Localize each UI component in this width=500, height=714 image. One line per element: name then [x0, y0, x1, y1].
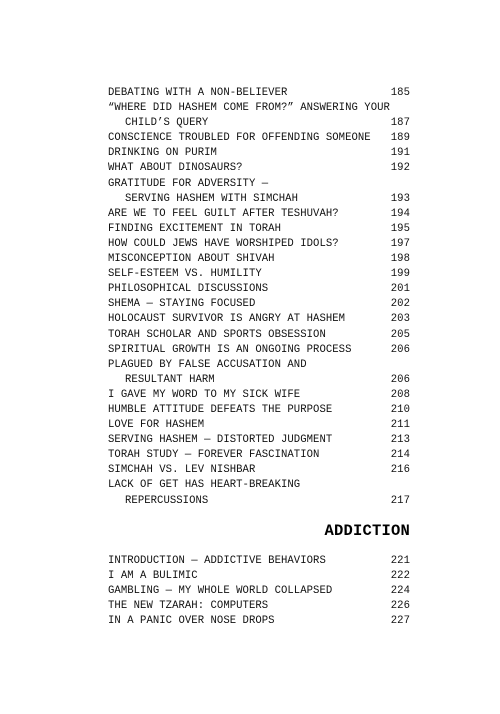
- toc-entry-title: IN A PANIC OVER NOSE DROPS: [108, 615, 275, 628]
- toc-entry-page-number: 199: [390, 268, 410, 281]
- toc-entry: [108, 418, 410, 433]
- toc-entry-page-number: 202: [390, 298, 410, 311]
- toc-entry: [108, 448, 410, 463]
- toc-entry: [108, 614, 410, 629]
- toc-entry-title: SHEMA — STAYING FOCUSED: [108, 298, 256, 311]
- toc-entry-page-number: 197: [390, 237, 410, 250]
- toc-entry: [108, 328, 410, 343]
- toc-entry-title: SPIRITUAL GROWTH IS AN ONGOING PROCESS: [108, 343, 352, 356]
- toc-entry: [108, 282, 410, 297]
- toc-entry: [108, 403, 410, 418]
- toc-entry-title: INTRODUCTION — ADDICTIVE BEHAVIORS: [108, 555, 326, 567]
- toc-list-addiction: [108, 554, 410, 629]
- toc-entry: [108, 297, 410, 312]
- toc-entry: [108, 569, 410, 584]
- toc-entry-page-number: 189: [390, 132, 410, 145]
- toc-entry-page-number: 193: [390, 192, 410, 205]
- toc-entry-title: REPERCUSSIONS: [125, 494, 209, 507]
- toc-entry-page-number: 227: [390, 615, 410, 628]
- toc-entry-page-number: 185: [390, 87, 410, 99]
- toc-entry-page-number: 224: [390, 585, 410, 598]
- toc-entry: [108, 177, 410, 192]
- toc-entry: [108, 373, 410, 388]
- toc-entry-title: DEBATING WITH A NON-BELIEVER: [108, 87, 288, 99]
- toc-entry-title: LACK OF GET HAS HEART-BREAKING: [108, 479, 301, 492]
- toc-entry-title: GRATITUDE FOR ADVERSITY —: [108, 177, 269, 190]
- toc-entry-page-number: 206: [390, 343, 410, 356]
- toc-entry: [108, 207, 410, 222]
- toc-entry-title: GAMBLING — MY WHOLE WORLD COLLAPSED: [108, 585, 333, 598]
- section-heading-addiction: ADDICTION: [324, 522, 410, 540]
- toc-entry-title: CONSCIENCE TROUBLED FOR OFFENDING SOMEONE: [108, 132, 371, 145]
- toc-entry-page-number: 206: [390, 373, 410, 386]
- toc-entry: [108, 554, 410, 569]
- toc-entry-page-number: 211: [390, 419, 410, 432]
- toc-entry: [108, 86, 410, 101]
- toc-entry: [108, 463, 410, 478]
- toc-entry-title: HOW COULD JEWS HAVE WORSHIPED IDOLS?: [108, 237, 339, 250]
- toc-entry-title: I GAVE MY WORD TO MY SICK WIFE: [108, 388, 301, 401]
- toc-entry-page-number: 222: [390, 570, 410, 583]
- toc-entry-title: SELF-ESTEEM VS. HUMILITY: [108, 268, 262, 281]
- toc-entry-page-number: 214: [390, 449, 410, 462]
- toc-entry-title: WHAT ABOUT DINOSAURS?: [108, 162, 243, 175]
- toc-entry-title: RESULTANT HARM: [125, 373, 215, 386]
- toc-entry-title: CHILD’S QUERY: [125, 117, 209, 130]
- toc-entry-title: SIMCHAH VS. LEV NISHBAR: [108, 464, 256, 477]
- toc-entry-page-number: 216: [390, 464, 410, 477]
- toc-entry: [108, 584, 410, 599]
- toc-entry-title: PHILOSOPHICAL DISCUSSIONS: [108, 283, 269, 296]
- toc-entry: [108, 267, 410, 282]
- toc-entry: [108, 343, 410, 358]
- toc-entry: [108, 146, 410, 161]
- toc-entry-page-number: 213: [390, 434, 410, 447]
- toc-entry: [108, 599, 410, 614]
- toc-entry-title: SERVING HASHEM WITH SIMCHAH: [125, 192, 298, 205]
- toc-entry-page-number: 195: [390, 222, 410, 235]
- toc-entry-title: PLAGUED BY FALSE ACCUSATION AND: [108, 358, 307, 371]
- toc-entry-page-number: 191: [390, 147, 410, 160]
- toc-entry: [108, 161, 410, 176]
- toc-entry: [108, 131, 410, 146]
- toc-entry: [108, 252, 410, 267]
- toc-entry: [108, 388, 410, 403]
- toc-entry: [108, 433, 410, 448]
- toc-entry-page-number: 208: [390, 388, 410, 401]
- toc-entry: [108, 312, 410, 327]
- toc-entry-title: THE NEW TZARAH: COMPUTERS: [108, 600, 269, 613]
- toc-entry: [108, 358, 410, 373]
- toc-entry: [108, 222, 410, 237]
- toc-entry: [108, 101, 410, 116]
- toc-entry-title: “WHERE DID HASHEM COME FROM?” ANSWERING YOUR: [108, 102, 390, 115]
- toc-entry-page-number: 217: [390, 494, 410, 507]
- toc-entry-page-number: 198: [390, 253, 410, 266]
- toc-list: [108, 86, 410, 509]
- toc-entry-title: SERVING HASHEM — DISTORTED JUDGMENT: [108, 434, 333, 447]
- toc-entry: [108, 478, 410, 493]
- toc-entry: [108, 494, 410, 509]
- toc-entry-page-number: 210: [390, 403, 410, 416]
- toc-entry-title: HOLOCAUST SURVIVOR IS ANGRY AT HASHEM: [108, 313, 346, 326]
- toc-entry-page-number: 192: [390, 162, 410, 175]
- toc-entry-title: I AM A BULIMIC: [108, 570, 198, 583]
- toc-entry-page-number: 203: [390, 313, 410, 326]
- toc-entry-title: LOVE FOR HASHEM: [108, 419, 205, 432]
- toc-entry: [108, 116, 410, 131]
- toc-entry-page-number: 201: [390, 283, 410, 296]
- toc-entry-title: TORAH STUDY — FOREVER FASCINATION: [108, 449, 320, 462]
- toc-entry-title: FINDING EXCITEMENT IN TORAH: [108, 222, 281, 235]
- toc-entry: [108, 192, 410, 207]
- toc-entry-title: DRINKING ON PURIM: [108, 147, 217, 160]
- toc-entry-title: ARE WE TO FEEL GUILT AFTER TESHUVAH?: [108, 207, 339, 220]
- toc-entry-title: MISCONCEPTION ABOUT SHIVAH: [108, 253, 275, 266]
- toc-entry-page-number: 221: [390, 555, 410, 567]
- toc-entry-title: HUMBLE ATTITUDE DEFEATS THE PURPOSE: [108, 403, 333, 416]
- toc-entry-page-number: 187: [390, 117, 410, 130]
- toc-entry-page-number: 226: [390, 600, 410, 613]
- toc-entry-title: TORAH SCHOLAR AND SPORTS OBSESSION: [108, 328, 326, 341]
- toc-entry-page-number: 194: [390, 207, 410, 220]
- toc-entry-page-number: 205: [390, 328, 410, 341]
- toc-entry: [108, 237, 410, 252]
